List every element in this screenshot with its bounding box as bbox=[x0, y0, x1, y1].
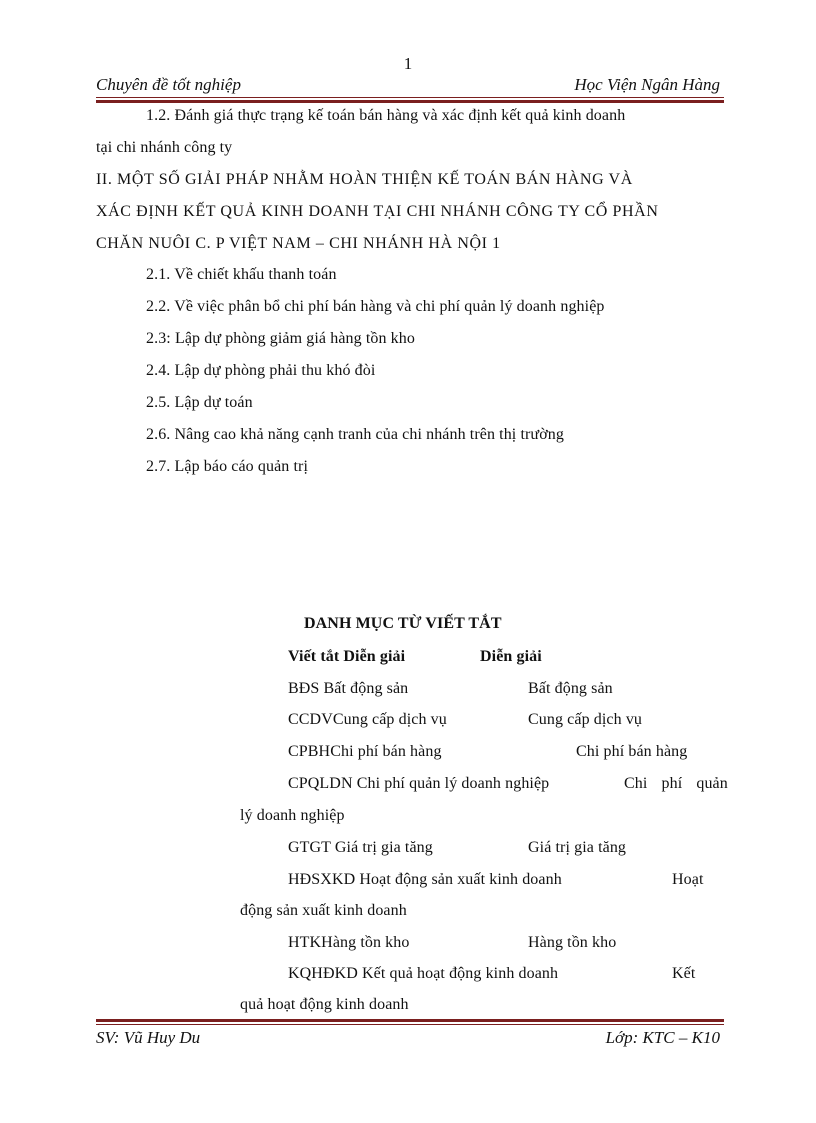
footer-student-name: SV: Vũ Huy Du bbox=[96, 1028, 201, 1047]
toc-line-1-2: 1.2. Đánh giá thực trạng kế toán bán hàng và xác định kết quả kinh doanh bbox=[146, 107, 626, 124]
toc-item-2-6: 2.6. Nâng cao khả năng cạnh tranh của chi nhánh trên thị trường bbox=[146, 426, 564, 443]
abbr-row-left: KQHĐKD Kết quả hoạt động kinh doanh bbox=[288, 965, 559, 982]
abbr-row-right: Bất động sản bbox=[528, 680, 613, 697]
abbr-row-wrap: lý doanh nghiệp bbox=[240, 807, 345, 824]
header-right-title: Học Viện Ngân Hàng bbox=[574, 75, 720, 94]
abbr-row-wrap: quả hoạt động kinh doanh bbox=[240, 996, 409, 1013]
header-left-title: Chuyên đề tốt nghiệp bbox=[96, 75, 241, 94]
abbreviations-header-col2: Diễn giải bbox=[480, 648, 542, 665]
abbr-row-left: CPBHChi phí bán hàng bbox=[288, 743, 442, 760]
toc-section-ii-line-1: II. MỘT SỐ GIẢI PHÁP NHẰM HOÀN THIỆN KẾ TOÁN BÁN HÀNG VÀ bbox=[96, 171, 633, 188]
abbreviations-title: DANH MỤC TỪ VIẾT TẮT bbox=[304, 615, 502, 632]
toc-item-2-3: 2.3: Lập dự phòng giảm giá hàng tồn kho bbox=[146, 330, 415, 347]
toc-section-ii-line-3: CHĂN NUÔI C. P VIỆT NAM – CHI NHÁNH HÀ NỘI 1 bbox=[96, 235, 501, 252]
footer-rule-thick bbox=[96, 1019, 724, 1022]
abbr-row-left: CPQLDN Chi phí quản lý doanh nghiệp bbox=[288, 775, 550, 792]
abbr-row-left: GTGT Giá trị gia tăng bbox=[288, 839, 433, 856]
abbr-row-right: Cung cấp dịch vụ bbox=[528, 711, 643, 728]
abbreviations-header-col1: Viết tắt Diễn giải bbox=[288, 648, 406, 665]
abbr-row-right: Giá trị gia tăng bbox=[528, 839, 627, 856]
abbr-row-right: Hàng tồn kho bbox=[528, 934, 617, 951]
toc-item-2-5: 2.5. Lập dự toán bbox=[146, 394, 253, 411]
toc-item-2-4: 2.4. Lập dự phòng phải thu khó đòi bbox=[146, 362, 376, 379]
footer-class: Lớp: KTC – K10 bbox=[605, 1028, 720, 1047]
header-rule-thin bbox=[96, 97, 724, 98]
abbr-row-wrap: động sản xuất kinh doanh bbox=[240, 902, 407, 919]
abbr-row-left: HĐSXKD Hoạt động sản xuất kinh doanh bbox=[288, 871, 562, 888]
toc-section-ii-line-2: XÁC ĐỊNH KẾT QUẢ KINH DOANH TẠI CHI NHÁNH CÔNG TY CỔ PHẦN bbox=[96, 203, 659, 220]
abbr-row-right: Chi phí quản bbox=[624, 775, 728, 792]
abbr-row-left: BĐS Bất động sản bbox=[288, 680, 409, 697]
abbr-row-right: Hoạt bbox=[672, 871, 704, 888]
toc-item-2-1: 2.1. Về chiết khấu thanh toán bbox=[146, 266, 337, 283]
header-rule-thick bbox=[96, 100, 724, 103]
toc-item-2-7: 2.7. Lập báo cáo quản trị bbox=[146, 458, 308, 475]
abbr-row-right: Kết bbox=[672, 965, 696, 982]
page-number: 1 bbox=[403, 54, 413, 73]
toc-item-2-2: 2.2. Về việc phân bổ chi phí bán hàng và chi phí quản lý doanh nghiệp bbox=[146, 298, 605, 315]
abbr-row-left: CCDVCung cấp dịch vụ bbox=[288, 711, 447, 728]
abbr-row-left: HTKHàng tồn kho bbox=[288, 934, 410, 951]
abbr-row-right: Chi phí bán hàng bbox=[576, 743, 688, 760]
toc-line-1-2-cont: tại chi nhánh công ty bbox=[96, 139, 233, 156]
footer-rule-thin bbox=[96, 1024, 724, 1025]
